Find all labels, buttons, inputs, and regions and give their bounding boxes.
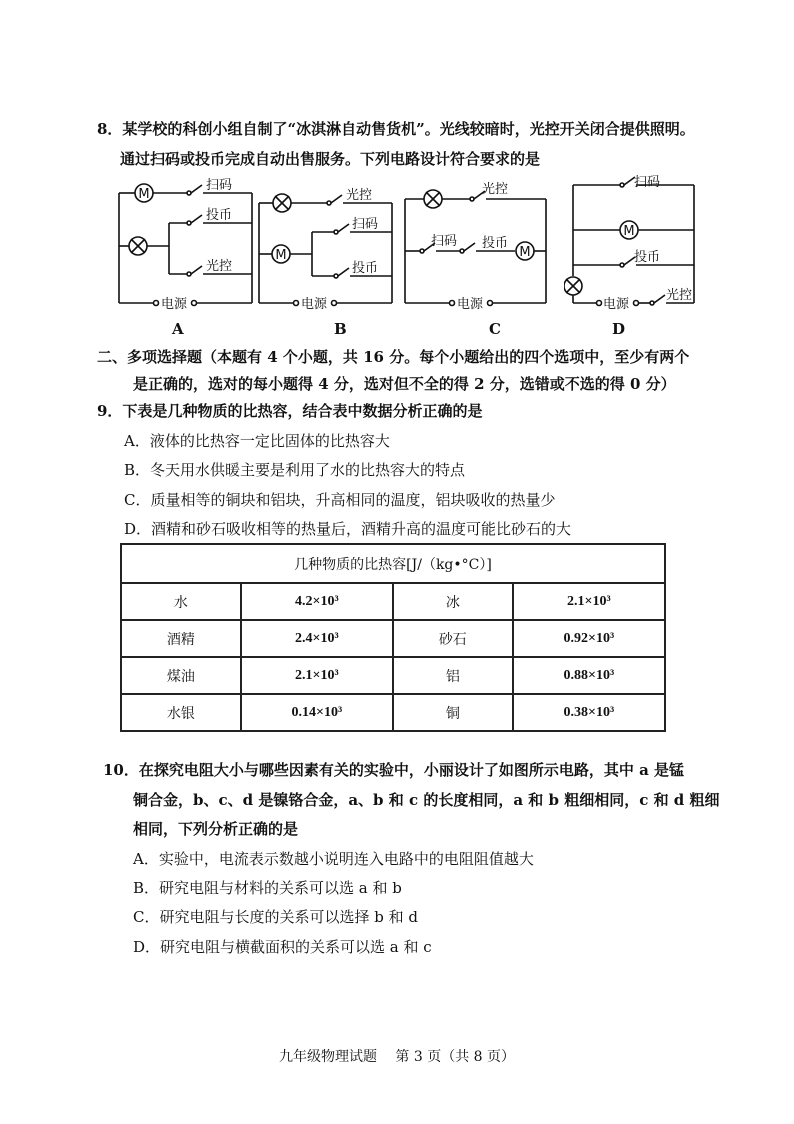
- motor-label: M: [519, 245, 531, 260]
- section2-heading-line2: 是正确的，选对的每小题得 4 分，选对但不全的得 2 分，选错或不选的得 0 分）: [133, 375, 676, 393]
- switch-label-light: 光控: [482, 182, 509, 197]
- value-cell: 2.1×10³: [241, 657, 393, 694]
- substance-cell: 水银: [121, 694, 241, 731]
- circuit-a: [112, 172, 262, 312]
- substance-cell: 酒精: [121, 620, 241, 657]
- switch-label-scan: 扫码: [352, 217, 379, 232]
- switch-label-scan: 扫码: [634, 175, 661, 190]
- option-label-a: A: [172, 320, 184, 338]
- motor-label: M: [138, 187, 150, 202]
- section2-heading-line1: 二、多项选择题（本题有 4 个小题，共 16 分。每个小题给出的四个选项中，至少有两个: [97, 348, 690, 366]
- value-cell: 0.38×10³: [513, 694, 665, 731]
- specific-heat-table: [120, 543, 666, 732]
- value-cell: 4.2×10³: [241, 583, 393, 620]
- power-label: 电源: [603, 297, 630, 312]
- q10-stem-line2: 铜合金，b、c、d 是镍铬合金，a、b 和 c 的长度相同，a 和 b 粗细相同，c 和 d 粗细: [133, 791, 720, 809]
- value-cell: 0.14×10³: [241, 694, 393, 731]
- substance-cell: 铝: [393, 657, 513, 694]
- substance-cell: 煤油: [121, 657, 241, 694]
- q10-option-a: A．实验中，电流表示数越小说明连入电路中的电阻阻值越大: [133, 850, 534, 868]
- switch-label-coin: 投币: [352, 261, 379, 276]
- power-label: 电源: [301, 297, 328, 312]
- switch-label-coin: 投币: [206, 208, 233, 223]
- q10-option-c: C．研究电阻与长度的关系可以选择 b 和 d: [133, 908, 418, 926]
- circuit-b: [252, 172, 402, 312]
- option-label-c: C: [489, 320, 501, 338]
- switch-label-light: 光控: [206, 259, 233, 274]
- switch-label-coin: 投币: [482, 236, 509, 251]
- q10-option-b: B．研究电阻与材料的关系可以选 a 和 b: [133, 879, 402, 897]
- table-row: [121, 657, 665, 694]
- switch-label-scan: 扫码: [206, 178, 233, 193]
- motor-label: M: [275, 248, 287, 263]
- circuit-c: [398, 172, 554, 312]
- substance-cell: 铜: [393, 694, 513, 731]
- switch-label-light: 光控: [346, 188, 373, 203]
- substance-cell: 水: [121, 583, 241, 620]
- q9-option-b: B．冬天用水供暖主要是利用了水的比热容大的特点: [124, 461, 466, 479]
- circuit-d: [564, 172, 704, 312]
- page-footer: 九年级物理试题 第 3 页（共 8 页）: [278, 1049, 516, 1065]
- table-row: [121, 694, 665, 731]
- table-row: [121, 620, 665, 657]
- power-label: 电源: [457, 297, 484, 312]
- q9-option-c: C．质量相等的铜块和铝块，升高相同的温度，铝块吸收的热量少: [124, 491, 556, 509]
- value-cell: 0.92×10³: [513, 620, 665, 657]
- q8-stem-line2: 通过扫码或投币完成自动出售服务。下列电路设计符合要求的是: [120, 150, 541, 168]
- substance-cell: 砂石: [393, 620, 513, 657]
- value-cell: 2.1×10³: [513, 583, 665, 620]
- q9-stem: 9．下表是几种物质的比热容，结合表中数据分析正确的是: [97, 402, 483, 420]
- substance-cell: 冰: [393, 583, 513, 620]
- q9-option-d: D．酒精和砂石吸收相等的热量后，酒精升高的温度可能比砂石的大: [124, 520, 572, 538]
- q10-option-d: D．研究电阻与横截面积的关系可以选 a 和 c: [133, 938, 432, 956]
- value-cell: 2.4×10³: [241, 620, 393, 657]
- motor-label: M: [623, 224, 635, 239]
- power-label: 电源: [161, 297, 188, 312]
- table-title: 几种物质的比热容[J/（kg•°C）]: [121, 544, 665, 583]
- q10-stem-line3: 相同，下列分析正确的是: [133, 820, 299, 838]
- q10-stem-line1: 10．在探究电阻大小与哪些因素有关的实验中，小丽设计了如图所示电路，其中 a 是锰: [103, 761, 685, 779]
- option-label-b: B: [334, 320, 347, 338]
- q8-stem-line1: 8．某学校的科创小组自制了“冰淇淋自动售货机”。光线较暗时，光控开关闭合提供照明。: [97, 120, 695, 138]
- table-title-row: [121, 544, 665, 583]
- switch-label-scan: 扫码: [431, 234, 458, 249]
- switch-label-coin: 投币: [634, 250, 661, 265]
- switch-label-light: 光控: [666, 288, 693, 303]
- q9-option-a: A．液体的比热容一定比固体的比热容大: [124, 432, 390, 450]
- option-label-d: D: [612, 320, 626, 338]
- table-row: [121, 583, 665, 620]
- value-cell: 0.88×10³: [513, 657, 665, 694]
